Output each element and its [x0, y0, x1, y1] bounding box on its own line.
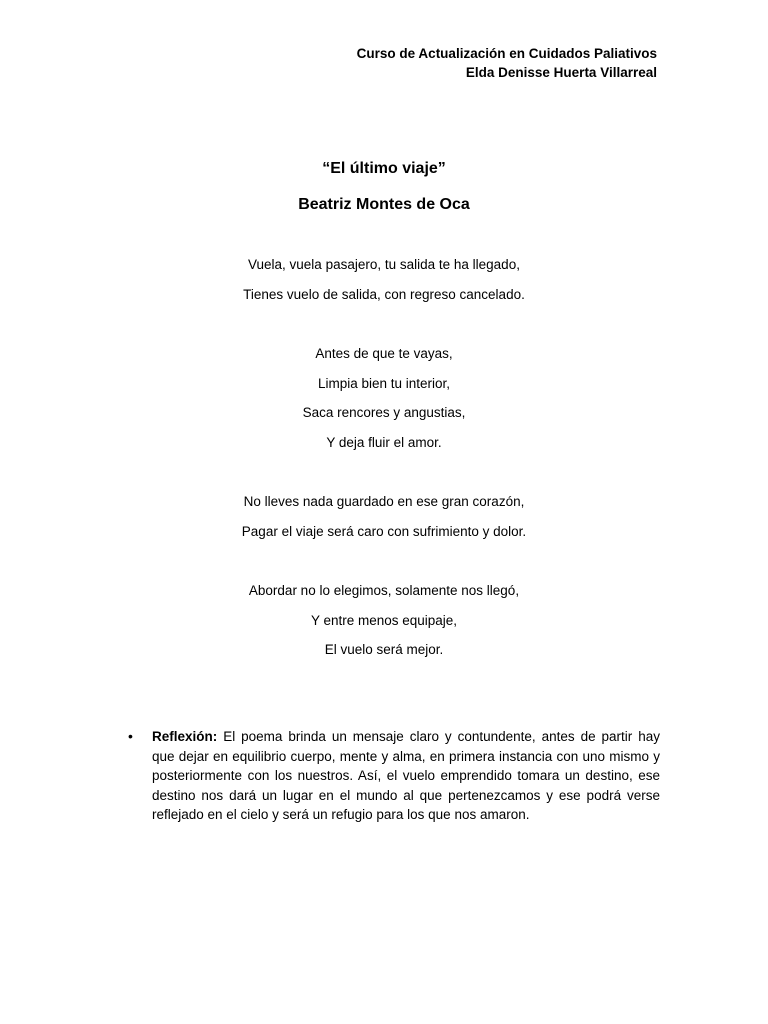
verse: Abordar no lo elegimos, solamente nos llegó, — [248, 583, 520, 598]
reflection-text: El poema brinda un mensaje claro y contundente, antes de partir hay que dejar en equilibrio cuerpo, mente y alma, en primera instancia con uno mismo y posteriormente con los nuestros. Así, el vuelo emprendido tomara un destino, ese destino nos dará un lugar en el mundo al que pertenezcamos y ese podrá verse reflejado en el cielo y será un refugio para los que nos amaron. — [152, 729, 660, 822]
reflection-label: Reflexión: — [152, 729, 218, 744]
poem-author: Beatriz Montes de Oca — [298, 196, 470, 213]
document-author: Elda Denisse Huerta Villarreal — [465, 65, 657, 80]
verse: Antes de que te vayas, — [315, 346, 453, 361]
verse: Y entre menos equipaje, — [310, 612, 458, 628]
verse: Y deja fluir el amor. — [326, 434, 442, 450]
verse: Tienes vuelo de salida, con regreso cancelado. — [243, 286, 525, 302]
stanza-2 — [0, 342, 768, 460]
reflection-paragraph — [152, 727, 660, 825]
verse: No lleves nada guardado en ese gran corazón, — [243, 494, 525, 509]
verse: Limpia bien tu interior, — [317, 375, 451, 391]
verse: Vuela, vuela pasajero, tu salida te ha llegado, — [248, 257, 520, 272]
verse: El vuelo será mejor. — [324, 642, 444, 657]
document-header — [357, 44, 657, 82]
stanza-1 — [0, 253, 768, 312]
bullet-icon: • — [128, 728, 133, 744]
stanza-3 — [0, 490, 768, 549]
poem-body — [0, 253, 768, 698]
verse: Pagar el viaje será caro con sufrimiento y dolor. — [241, 523, 527, 539]
poem-title: “El último viaje” — [322, 160, 446, 177]
verse: Saca rencores y angustias, — [302, 405, 466, 420]
stanza-4 — [0, 579, 768, 668]
course-title: Curso de Actualización en Cuidados Paliativos — [356, 46, 657, 61]
reflection-item — [128, 727, 660, 825]
poem-heading — [0, 158, 768, 216]
